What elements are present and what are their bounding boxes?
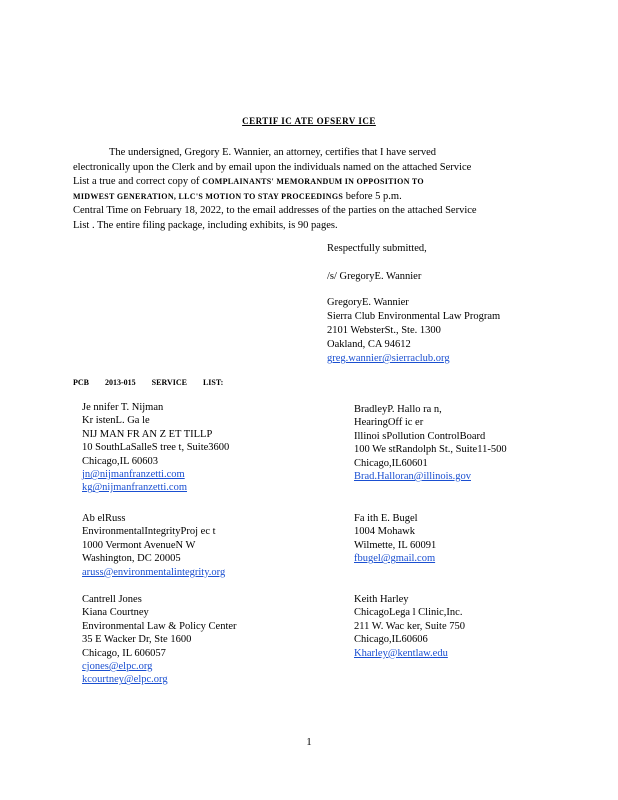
contact-line: Fa ith E. Bugel bbox=[354, 513, 418, 524]
contact-line: Environmental Law & Policy Center bbox=[82, 620, 237, 632]
body-line: before 5 p.m. bbox=[345, 190, 402, 202]
contact-line: Je nnifer T. Nijman bbox=[82, 402, 164, 413]
contact-email-link[interactable]: fbugel@gmail.com bbox=[354, 553, 436, 565]
contact-card bbox=[354, 593, 465, 660]
contact-email-link[interactable]: aruss@environmentalintegrity.org bbox=[82, 566, 226, 578]
contact-line: HearingOff ic er bbox=[354, 417, 424, 429]
body-line: The undersigned, Gregory E. Wannier, an attorney, certifies that I have served bbox=[109, 147, 437, 158]
contact-line: Ab elRuss bbox=[82, 513, 126, 524]
contact-email-link[interactable]: kcourtney@elpc.org bbox=[82, 674, 168, 686]
contact-line: BradleyP. Hallo ra n, bbox=[354, 404, 442, 415]
contact-line: Kiana Courtney bbox=[82, 607, 149, 619]
document-reference-cont: MIDWEST GENERATION, LLC'S MOTION TO STAY PROCEEDINGS bbox=[73, 191, 344, 201]
body-line: List . The entire filing package, including exhibits, is 90 pages. bbox=[73, 219, 338, 231]
page-number: 1 bbox=[306, 736, 312, 748]
document-title: CERTIF IC ATE OFSERV ICE bbox=[242, 116, 376, 126]
certificate-body bbox=[73, 146, 531, 234]
contact-card bbox=[354, 512, 436, 566]
contact-email-link[interactable]: Kharley@kentlaw.edu bbox=[354, 647, 448, 659]
contact-card bbox=[82, 512, 225, 579]
contact-line: Illinoi sPollution ControlBoard bbox=[354, 430, 486, 442]
signer-name: GregoryE. Wannier bbox=[327, 297, 409, 308]
contact-card bbox=[354, 403, 507, 483]
contact-line: 1000 Vermont AvenueN W bbox=[82, 539, 196, 551]
signer-street: 2101 WebsterSt., Ste. 1300 bbox=[327, 325, 441, 336]
contact-email-link[interactable]: jn@nijmanfranzetti.com bbox=[82, 469, 185, 481]
body-line: electronically upon the Clerk and by email upon the individuals named on the attached Service bbox=[73, 161, 472, 173]
contact-line: 211 W. Wac ker, Suite 750 bbox=[354, 620, 466, 632]
contact-line: EnvironmentalIntegrityProj ec t bbox=[82, 526, 216, 538]
contact-email-link[interactable]: Brad.Halloran@illinois.gov bbox=[354, 471, 471, 483]
contact-line: Keith Harley bbox=[354, 594, 409, 605]
signer-city: Oakland, CA 94612 bbox=[327, 339, 411, 350]
contact-line: 10 SouthLaSalleS tree t, Suite3600 bbox=[82, 442, 230, 454]
contact-email-link[interactable]: cjones@elpc.org bbox=[82, 661, 153, 673]
contact-line: Chicago, IL 606057 bbox=[82, 647, 166, 659]
contact-card bbox=[82, 593, 237, 687]
contact-line: NIJ MAN FR AN Z ET TILLP bbox=[82, 428, 213, 440]
body-line: List a true and correct copy of bbox=[73, 176, 200, 188]
contact-line: Washington, DC 20005 bbox=[82, 553, 181, 565]
contact-card bbox=[82, 401, 229, 495]
contact-line: Chicago,IL 60603 bbox=[82, 455, 159, 467]
contact-line: Kr istenL. Ga le bbox=[82, 415, 150, 427]
contact-line: Cantrell Jones bbox=[82, 594, 142, 605]
contact-line: ChicagoLega l Clinic,Inc. bbox=[354, 607, 463, 619]
document-reference: COMPLAINANTS' MEMORANDUM IN OPPOSITION TO bbox=[202, 177, 424, 187]
closing: Respectfully submitted, bbox=[327, 243, 427, 254]
contact-line: Wilmette, IL 60091 bbox=[354, 539, 437, 551]
signature-block bbox=[327, 296, 500, 366]
signer-org: Sierra Club Environmental Law Program bbox=[327, 311, 501, 322]
contact-line: Chicago,IL60606 bbox=[354, 634, 428, 646]
contact-line: 35 E Wacker Dr, Ste 1600 bbox=[82, 634, 192, 646]
e-signature: /s/ GregoryE. Wannier bbox=[327, 271, 422, 282]
contact-email-link[interactable]: kg@nijmanfranzetti.com bbox=[82, 482, 188, 494]
service-list-heading: PCB 2013-015 SERVICE LIST: bbox=[73, 378, 224, 387]
contact-line: Chicago,IL60601 bbox=[354, 457, 428, 469]
body-line: Central Time on February 18, 2022, to the email addresses of the parties on the attached Service bbox=[73, 205, 477, 217]
contact-line: 1004 Mohawk bbox=[354, 526, 415, 538]
signer-email-link[interactable]: greg.wannier@sierraclub.org bbox=[327, 353, 450, 364]
contact-line: 100 We stRandolph St., Suite11-500 bbox=[354, 444, 507, 456]
